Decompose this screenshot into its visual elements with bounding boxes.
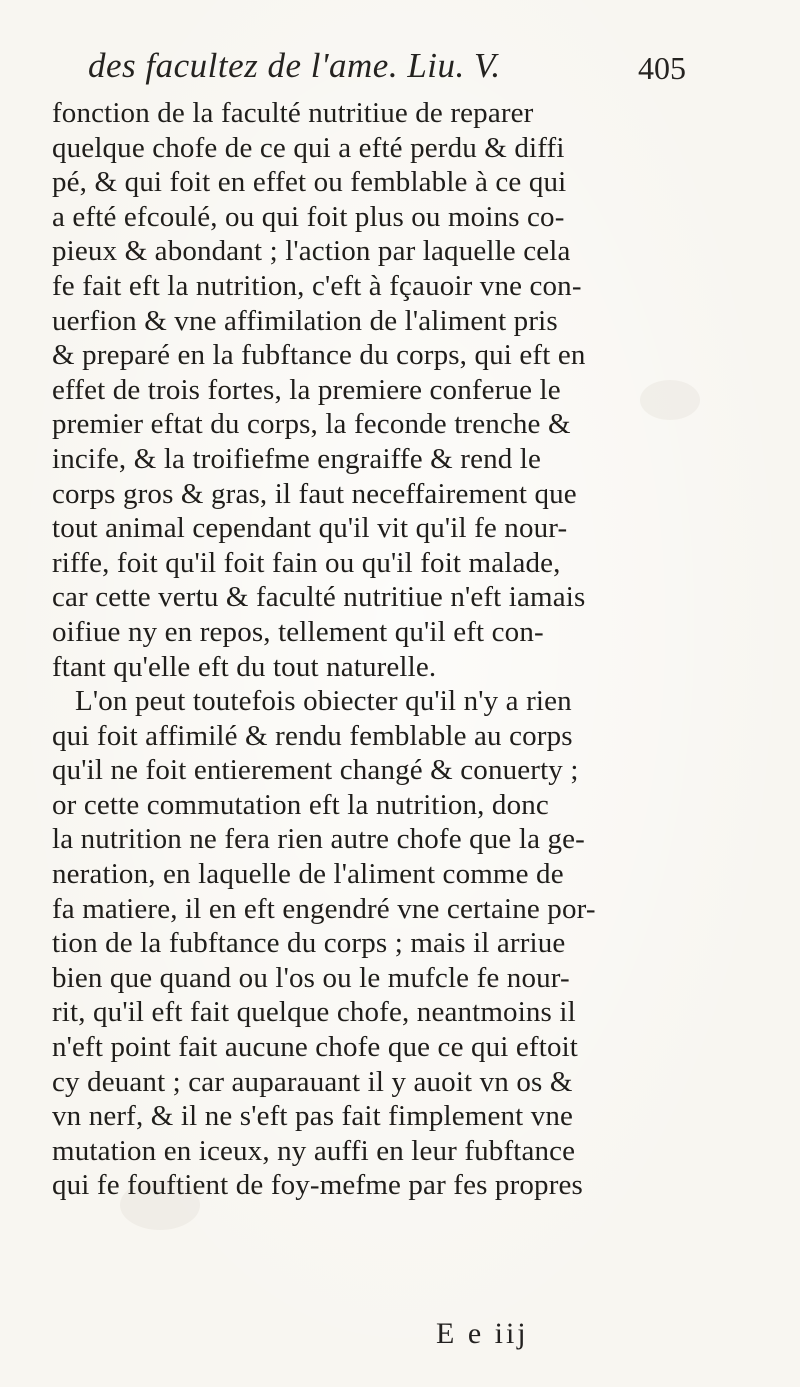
text-line: a efté efcoulé, ou qui foit plus ou moins co- <box>52 200 565 233</box>
text-line: neration, en laquelle de l'aliment comme de <box>52 858 564 891</box>
text-line: qui foit affimilé & rendu femblable au corps <box>52 719 573 752</box>
text-line: corps gros & gras, il faut neceffairement que <box>52 477 577 510</box>
page-number: 405 <box>638 50 686 86</box>
text-line: bien que quand ou l'os ou le mufcle fe nour- <box>52 961 570 994</box>
text-line: n'eft point fait aucune chofe que ce qui eftoit <box>52 1031 579 1064</box>
text-line: car cette vertu & faculté nutritiue n'eft iamais <box>52 581 586 614</box>
text-line: oifiue ny en repos, tellement qu'il eft con- <box>52 615 544 648</box>
text-line: & preparé en la fubftance du corps, qui eft en <box>52 339 586 372</box>
paragraph-start-line: L'on peut toutefois obiecter qu'il n'y a rien <box>75 685 572 718</box>
text-line: or cette commutation eft la nutrition, donc <box>52 788 549 821</box>
text-line: uerfion & vne affimilation de l'aliment pris <box>52 304 558 337</box>
text-line: fe fait eft la nutrition, c'eft à fçauoir vne con- <box>52 269 582 302</box>
text-line: ftant qu'elle eft du tout naturelle. <box>52 650 437 683</box>
text-line: cy deuant ; car auparauant il y auoit vn os & <box>52 1065 573 1098</box>
running-head <box>52 44 752 92</box>
text-line: rit, qu'il eft fait quelque chofe, neantmoins il <box>52 996 576 1029</box>
text-line: premier eftat du corps, la feconde trenche & <box>52 408 571 441</box>
text-line: riffe, foit qu'il foit fain ou qu'il foit malade, <box>52 546 561 579</box>
text-line: effet de trois fortes, la premiere conferue le <box>52 373 561 406</box>
text-line: incife, & la troifiefme engraiffe & rend le <box>52 442 542 475</box>
text-line: mutation en iceux, ny auffi en leur fubftance <box>52 1134 576 1167</box>
text-line: tion de la fubftance du corps ; mais il arriue <box>52 927 566 960</box>
text-line: qui fe fouftient de foy-mefme par fes propres <box>52 1169 583 1202</box>
text-line: vn nerf, & il ne s'eft pas fait fimplement vne <box>52 1100 574 1133</box>
body-text <box>52 96 772 1203</box>
text-line: pé, & qui foit en effet ou femblable à ce qui <box>52 166 567 199</box>
text-line: la nutrition ne fera rien autre chofe que la ge- <box>52 823 585 856</box>
text-line: fa matiere, il en eft engendré vne certaine por- <box>52 892 596 925</box>
running-head-title: des facultez de l'ame. Liu. V. <box>88 46 501 85</box>
text-line: fonction de la faculté nutritiue de reparer <box>52 97 534 129</box>
signature-mark: E e iij <box>436 1317 529 1350</box>
text-line: pieux & abondant ; l'action par laquelle cela <box>52 235 571 268</box>
text-line: qu'il ne foit entierement changé & conuerty ; <box>52 754 579 787</box>
text-line: quelque chofe de ce qui a efté perdu & diffi <box>52 131 565 164</box>
text-line: tout animal cependant qu'il vit qu'il fe nour- <box>52 512 568 545</box>
